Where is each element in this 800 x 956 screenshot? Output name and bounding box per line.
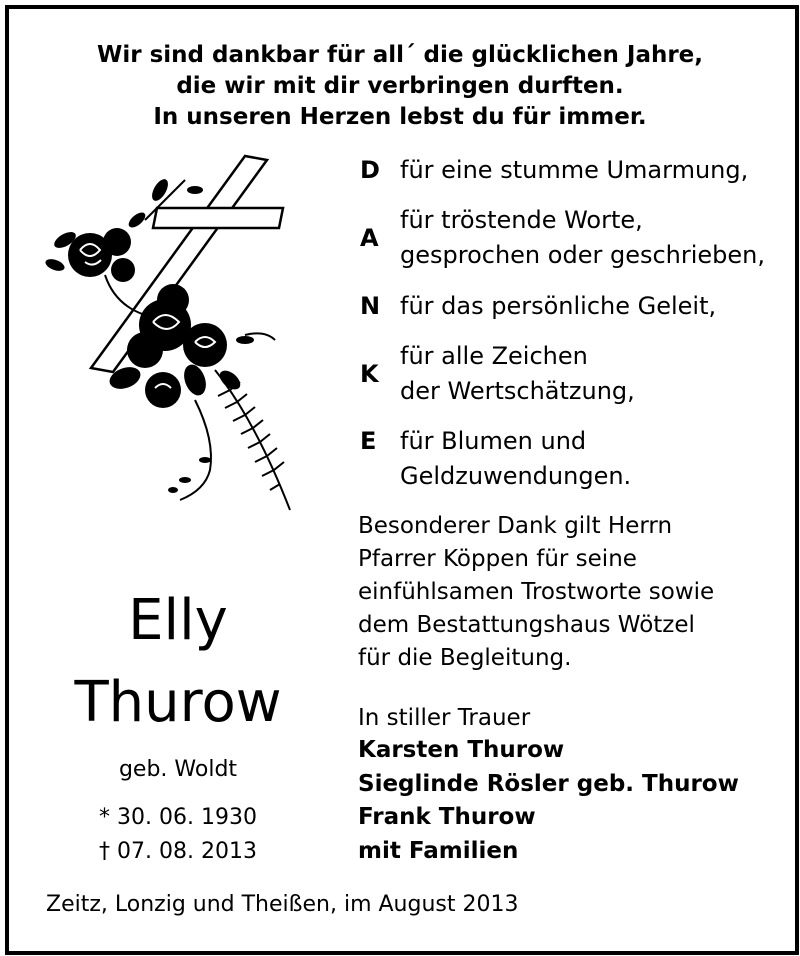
header-verse — [0, 40, 800, 133]
acrostic-letter: A — [360, 224, 379, 252]
acrostic-letter: E — [360, 427, 377, 455]
acrostic-line: gesprochen oder geschrieben, — [400, 241, 766, 269]
header-line: die wir mit dir verbringen durften. — [176, 73, 624, 99]
acrostic-line: für Blumen und — [400, 427, 587, 455]
mourner-name: Sieglinde Rösler geb. Thurow — [358, 771, 739, 797]
place-and-date: Zeitz, Lonzig und Theißen, im August 2013 — [46, 892, 519, 917]
maiden-name: geb. Woldt — [118, 757, 238, 782]
thanks-line: für die Begleitung. — [358, 645, 572, 671]
acrostic-line: für eine stumme Umarmung, — [400, 156, 749, 184]
death-date: † 07. 08. 2013 — [99, 839, 257, 864]
mourner-name: mit Familien — [358, 838, 519, 864]
acrostic-line: Geldzuwendungen. — [400, 462, 632, 490]
birth-date: * 30. 06. 1930 — [99, 805, 257, 830]
mourner-name: Karsten Thurow — [358, 737, 565, 763]
deceased-last-name: Thurow — [74, 670, 282, 735]
acrostic-line: für tröstende Worte, — [400, 206, 643, 234]
header-line: In unseren Herzen lebst du für immer. — [153, 104, 647, 130]
thanks-paragraph — [358, 510, 714, 675]
thanks-line: einfühlsamen Trostworte sowie — [358, 579, 715, 605]
mourner-name: Frank Thurow — [358, 804, 536, 830]
header-line: Wir sind dankbar für all´ die glücklichen Jahre, — [96, 42, 704, 68]
acrostic-line: der Wertschätzung, — [400, 377, 635, 405]
acrostic-letter: K — [360, 360, 379, 388]
acrostic-line: für alle Zeichen — [400, 342, 588, 370]
acrostic-letter: N — [360, 292, 381, 320]
deceased-first-name: Elly — [128, 588, 228, 653]
acrostic-letter: D — [360, 156, 380, 184]
mourners-intro: In stiller Trauer — [358, 705, 531, 731]
thanks-line: dem Bestattungshaus Wötzel — [358, 612, 695, 638]
thanks-line: Pfarrer Köppen für seine — [358, 546, 637, 572]
cross-with-roses-icon — [45, 150, 315, 520]
acrostic-line: für das persönliche Geleit, — [400, 292, 717, 320]
thanks-line: Besonderer Dank gilt Herrn — [358, 513, 673, 539]
